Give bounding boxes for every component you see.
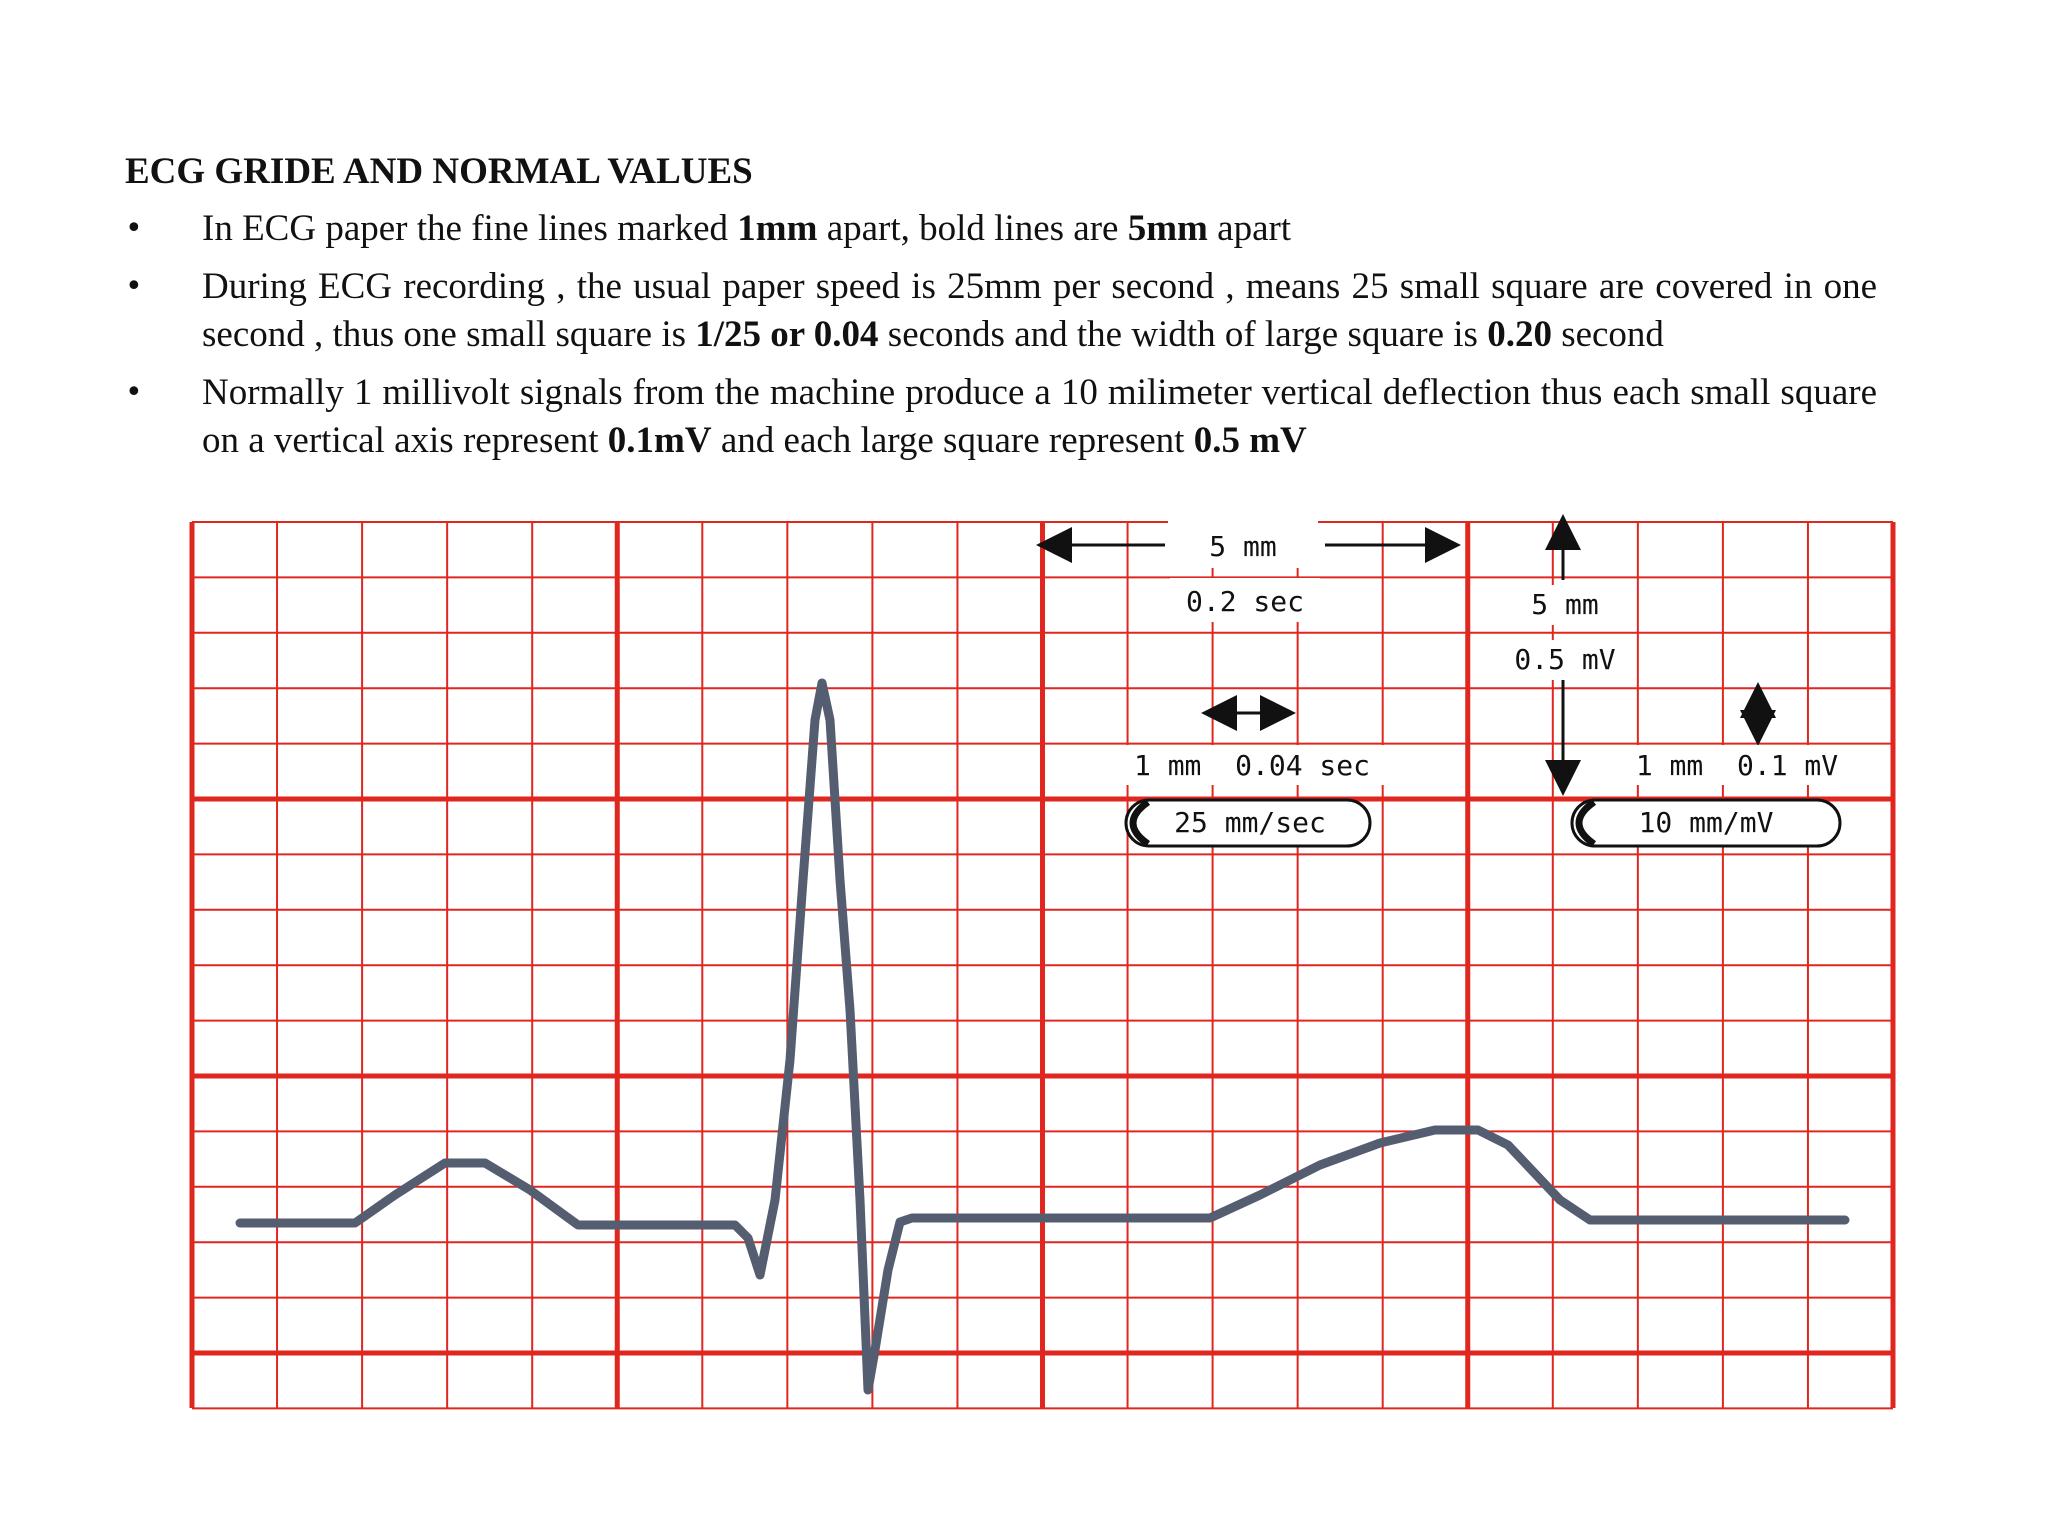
small-square-voltage-label: 1 mm 0.1 mV xyxy=(1635,749,1839,782)
large-square-width-annotation xyxy=(1042,520,1455,622)
bullet-emphasis: 0.5 mV xyxy=(1193,420,1307,461)
bullet-emphasis: 0.1mV xyxy=(607,420,712,461)
large-square-time-label: 0.2 sec xyxy=(1185,585,1305,618)
bullet-icon: • xyxy=(125,211,143,246)
large-square-voltage-label: 0.5 mV xyxy=(1514,643,1616,676)
gain-badge xyxy=(1572,800,1840,846)
bullet-text: apart xyxy=(1207,208,1292,249)
bullet-emphasis: 1/25 or 0.04 xyxy=(695,314,879,355)
small-square-voltage-annotation xyxy=(1598,688,1878,785)
bullet-emphasis: 1mm xyxy=(737,208,818,249)
bullet-text: and each large square represent xyxy=(711,420,1194,461)
bullet-text: During ECG recording , the usual paper speed is 25mm per second , means 25 small square are covered in one second , thus one small square is xyxy=(202,266,1877,355)
bullet-text: Normally 1 millivolt signals from the machine produce a 10 milimeter vertical deflection thus each small square on a vertical axis represent xyxy=(202,372,1877,461)
bullet-text: apart, bold lines are xyxy=(817,208,1128,249)
large-square-width-label: 5 mm xyxy=(1209,530,1277,563)
small-square-time-annotation xyxy=(1098,713,1398,785)
gain-label: 10 mm/mV xyxy=(1638,806,1774,839)
bullet-text: seconds and the width of large square is xyxy=(878,314,1488,355)
bullet-icon: • xyxy=(125,375,143,410)
large-square-height-label: 5 mm xyxy=(1531,588,1599,621)
bullet-emphasis: 5mm xyxy=(1127,208,1208,249)
bullet-emphasis: 0.20 xyxy=(1487,314,1552,355)
slide-title: ECG GRIDE AND NORMAL VALUES xyxy=(125,151,753,192)
paper-speed-label: 25 mm/sec xyxy=(1174,806,1326,839)
paper-speed-badge xyxy=(1126,800,1370,846)
bullet-icon: • xyxy=(125,269,143,304)
bullet-text: second xyxy=(1551,314,1664,355)
small-square-time-label: 1 mm 0.04 sec xyxy=(1133,749,1371,782)
bullet-text: In ECG paper the fine lines marked xyxy=(202,208,738,249)
ecg-grid xyxy=(192,522,1893,1408)
